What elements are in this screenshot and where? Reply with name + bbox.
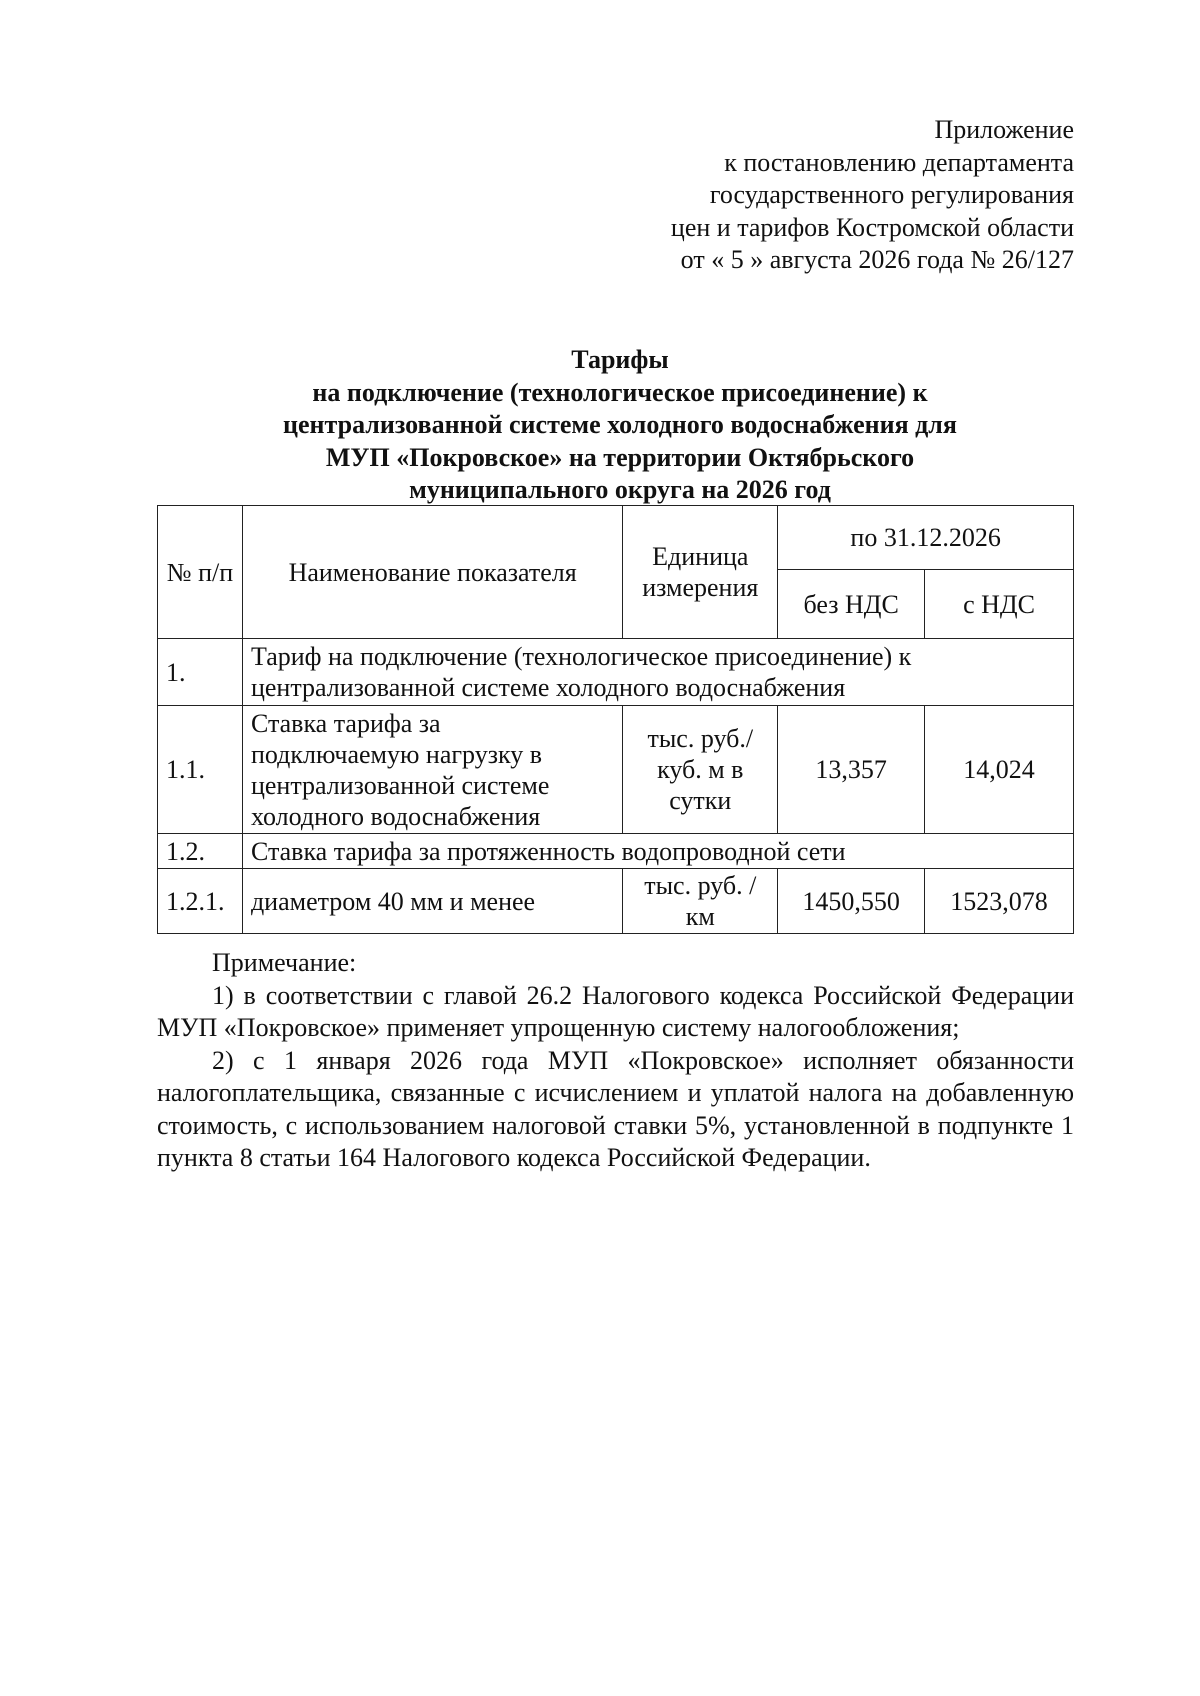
row-num: 1.1. (158, 706, 243, 834)
appendix-line: от « 5 » августа 2026 года № 26/127 (680, 245, 1074, 274)
row-num: 1.2.1. (158, 869, 243, 934)
table-row (158, 639, 1074, 706)
row-num: 1. (158, 639, 243, 706)
header-name: Наименование показателя (242, 506, 622, 639)
row-value-no-vat: 1450,550 (778, 869, 925, 934)
note-item: 2) с 1 января 2026 года МУП «Покровское» исполняет обязанности налогоплательщика, связанные с исчислением и уплатой налога на добавленную стоимость, с использованием налоговой ставки 5%, установленной в подпункте 1 пункта 8 статьи 164 Налогового кодекса Российской Федерации. (157, 1045, 1074, 1172)
header-unit: Единица измерения (623, 506, 778, 639)
appendix-line: государственного регулирования (709, 180, 1074, 209)
table-row (158, 834, 1074, 869)
row-name: диаметром 40 мм и менее (242, 869, 622, 934)
row-name: Тариф на подключение (технологическое присоединение) к централизованной системе холодного водоснабжения (242, 639, 1073, 706)
notes-heading: Примечание: (212, 948, 357, 977)
header-with-vat: с НДС (925, 570, 1074, 639)
appendix-line: к постановлению департамента (724, 147, 1074, 177)
row-name: Ставка тарифа за протяженность водопроводной сети (242, 834, 1073, 869)
row-value-with-vat: 1523,078 (925, 869, 1074, 934)
header-num: № п/п (158, 506, 243, 639)
title-line: МУП «Покровское» на территории Октябрьского (325, 442, 915, 472)
note-item: 1) в соответствии с главой 26.2 Налогового кодекса Российской Федерации МУП «Покровское» применяет упрощенную систему налогообложения; (157, 980, 1074, 1042)
title-line: муниципального округа на 2026 год (409, 475, 831, 504)
document-title (160, 344, 1080, 507)
notes-block (157, 947, 1074, 1175)
row-num: 1.2. (158, 834, 243, 869)
row-name: Ставка тарифа за подключаемую нагрузку в централизованной системе холодного водоснабжения (242, 706, 622, 834)
row-value-with-vat: 14,024 (925, 706, 1074, 834)
row-value-no-vat: 13,357 (778, 706, 925, 834)
title-line: централизованной системе холодного водоснабжения для (283, 410, 957, 439)
appendix-line: цен и тарифов Костромской области (670, 212, 1074, 242)
title-line: на подключение (технологическое присоединение) к (312, 377, 928, 407)
appendix-block (554, 114, 1074, 277)
table-header-row (158, 506, 1074, 570)
appendix-line: Приложение (934, 115, 1074, 144)
tariff-table (157, 505, 1074, 934)
row-unit: тыс. руб. /км (623, 869, 778, 934)
title-line: Тарифы (571, 345, 669, 374)
header-no-vat: без НДС (778, 570, 925, 639)
table-row (158, 706, 1074, 834)
header-period: по 31.12.2026 (778, 506, 1074, 570)
row-unit: тыс. руб./ куб. м в сутки (623, 706, 778, 834)
table-row (158, 869, 1074, 934)
